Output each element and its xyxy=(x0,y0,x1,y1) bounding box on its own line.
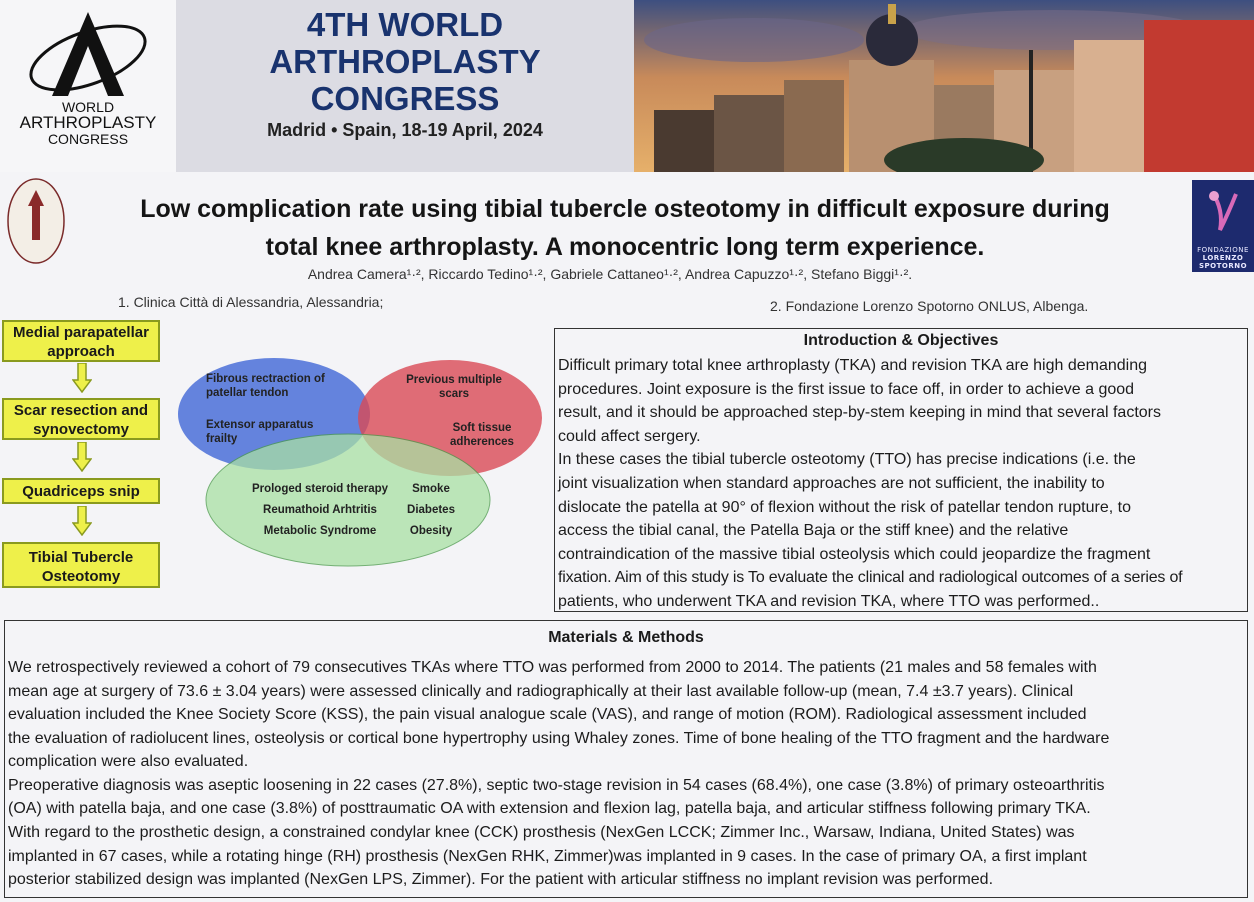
venn-green-circle xyxy=(206,434,490,566)
fondazione-logo-text: FONDAZIONE LORENZO SPOTORNO xyxy=(1197,246,1249,270)
congress-banner xyxy=(176,0,634,172)
venn-label: Previous multiple scars xyxy=(406,374,502,400)
venn-label: Diabetes xyxy=(407,504,455,516)
introduction-text: Difficult primary total knee arthroplasty (TKA) and revision TKA are high demanding procedures. Joint exposure is the first issue to face off, in order to achieve a good result, and it should be approached step-by-stem keeping in mind that several factors could affect sergery. In these cases the tibial tubercle osteotomy (TTO) has precise indications (i.e. the joint visualization when standard approaches are not sufficient, the inability to dislocate the patella at 90° of flexion without the risk of patellar tendon rupture, to access the tibial canal, the Patella Baja or the stiff knee) and the relative contraindication of the massive tibial osteolysis which could jeopardize the fragment fixation. Aim of this study is To evaluate the clinical and radiological outcomes of a series of patients, who underwent TKA and revision TKA, where TTO was performed.. xyxy=(558,357,1183,610)
authors: Andrea Camera¹·², Riccardo Tedino¹·², Gabriele Cattaneo¹·², Andrea Capuzzo¹·², Stefano Biggi¹·². xyxy=(307,266,913,282)
methods-line: We retrospectively reviewed a cohort of 79 consecutives TKAs where TTO was performed from 2000 to 2014. The patients (21 males and 58 females with xyxy=(8,659,1097,676)
methods-line: Preoperative diagnosis was aseptic loosening in 22 cases (27.8%), septic two-stage revision in 54 cases (68.4%), one case (3.8%) of primary osteoarthritis xyxy=(8,777,1105,794)
down-arrow-icon xyxy=(72,442,92,472)
methods-line: complication were also evaluated. xyxy=(8,753,249,770)
clinic-seal-icon xyxy=(6,176,66,266)
flow-step: Medial parapatellar approach xyxy=(2,320,160,362)
venn-label: Metabolic Syndrome xyxy=(263,525,377,537)
arthroplasty-a-logo-icon xyxy=(0,0,176,100)
methods-heading: Materials & Methods xyxy=(548,629,704,646)
down-arrow-icon xyxy=(72,506,92,536)
introduction-heading: Introduction & Objectives xyxy=(803,332,999,349)
poster-title: Low complication rate using tibial tubercle osteotomy in difficult exposure during total knee arthroplasty. A monocentric long term experience. xyxy=(140,195,1110,261)
venn-label: Fibrous rectraction of patellar tendon xyxy=(206,373,325,399)
flow-step: Quadriceps snip xyxy=(2,478,160,504)
flow-step: Tibial Tubercle Osteotomy xyxy=(2,542,160,588)
fondazione-emblem-icon xyxy=(1192,180,1254,242)
methods-line: posterior stabilized design was implanted (NexGen LPS, Zimmer). For the patient with articular stiffness no implant revision was performed. xyxy=(8,871,994,888)
affiliation-2: 2. Fondazione Lorenzo Spotorno ONLUS, Albenga. xyxy=(770,298,1089,314)
affiliation-1: 1. Clinica Città di Alessandria, Alessandria; xyxy=(118,294,384,310)
venn-label: Reumathoid Arhtritis xyxy=(263,504,377,516)
methods-line: the evaluation of radiolucent lines, osteolysis or cortical bone hypertrophy using Whaley zones. Time of bone healing of the TTO fragment and the hardware xyxy=(8,730,1110,747)
venn-label: Prologed steroid therapy xyxy=(251,483,389,495)
congress-title-line: CONGRESS xyxy=(310,80,500,117)
org-logo-text: WORLD ARTHROPLASTY CONGRESS xyxy=(19,99,157,147)
methods-line: mean age at surgery of 73.6 ± 3.04 years) were assessed clinically and radiographically at their last available follow-up (mean, 7.4 ±3.7 years). Clinical xyxy=(8,683,1074,700)
flow-step: Scar resection and synovectomy xyxy=(2,398,160,440)
venn-label: Smoke xyxy=(412,483,450,495)
congress-subtitle: Madrid • Spain, 18-19 April, 2024 xyxy=(267,120,543,140)
venn-label: Soft tissue adherences xyxy=(450,422,514,448)
venn-label: Obesity xyxy=(409,525,453,537)
venn-diagram xyxy=(170,358,546,570)
methods-line: evaluation included the Knee Society Score (KSS), the pain visual analogue scale (VAS), and range of motion (ROM). Radiological assessment included xyxy=(8,706,1087,723)
methods-line: (OA) with patella baja, and one case (3.8%) of posttraumatic OA with extension and flexion lag, patella baja, and articular stiffness following primary TKA. xyxy=(8,800,1091,817)
congress-title-line: ARTHROPLASTY xyxy=(269,43,541,80)
methods-line: implanted in 67 cases, while a rotating hinge (RH) prosthesis (NexGen RHK, Zimmer)was implanted in 9 cases. In the case of primary OA, a first implant xyxy=(8,848,1087,865)
venn-label: Extensor apparatus frailty xyxy=(206,419,314,445)
down-arrow-icon xyxy=(72,363,92,393)
congress-title-line: 4TH WORLD xyxy=(306,6,504,43)
madrid-city-photo xyxy=(634,0,1254,172)
methods-line: With regard to the prosthetic design, a constrained condylar knee (CCK) prosthesis (NexGen LCCK; Zimmer Inc., Warsaw, Indiana, United States) was xyxy=(8,824,1075,841)
